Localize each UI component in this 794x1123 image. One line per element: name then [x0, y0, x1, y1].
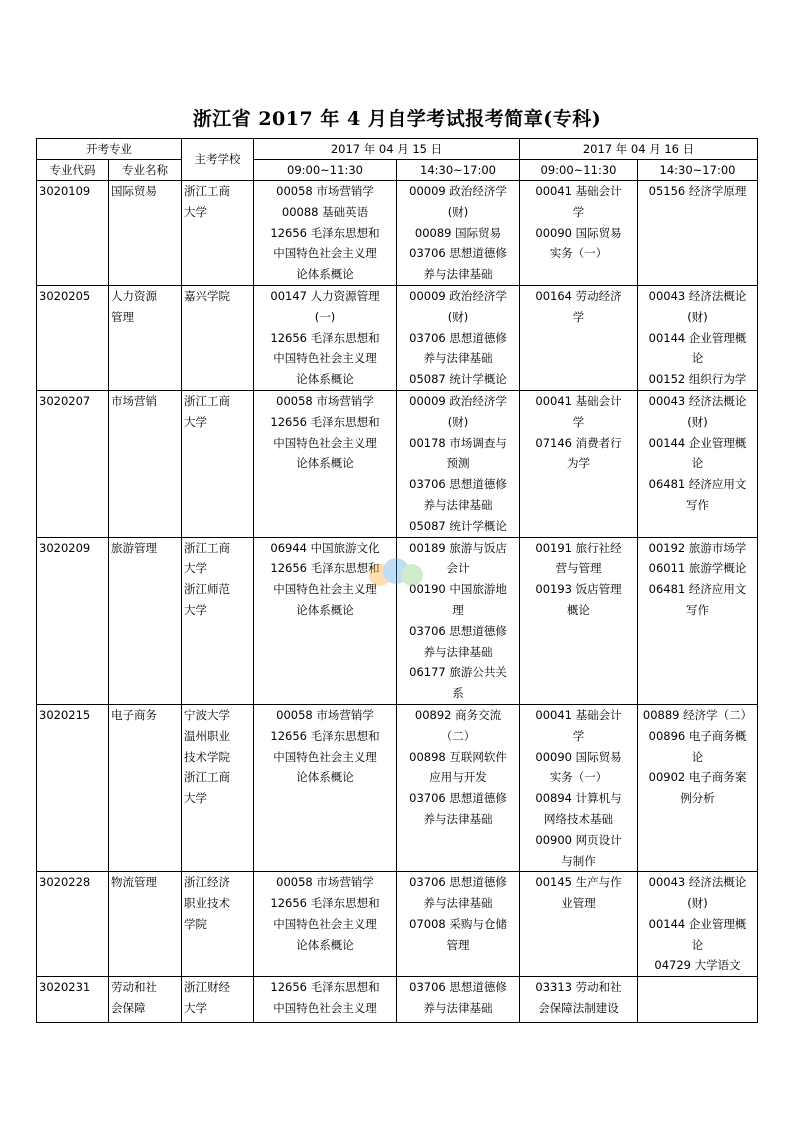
- table-row: [37, 390, 758, 537]
- cell-line: 嘉兴学院: [184, 288, 230, 303]
- cell-line: 中国特色社会主义理: [273, 1001, 377, 1016]
- cell-line: 论体系概论: [296, 267, 354, 282]
- header-row-2: [37, 160, 758, 181]
- cell-line: 为学: [567, 456, 590, 471]
- cell-line: 养与法律基础: [423, 896, 493, 911]
- cell-line: 会保障法制建设: [538, 1001, 619, 1016]
- cell-line: 03706 思想道德修: [409, 330, 507, 345]
- cell-line: 理: [452, 602, 464, 617]
- cell-line: 预测: [446, 456, 470, 471]
- cell-line: 00152 组织行为学: [648, 372, 747, 387]
- cell-line: 06481 经济应用文: [648, 477, 747, 492]
- header-date-2: 2017 年 04 月 16 日: [520, 139, 758, 160]
- cell-line: 写作: [686, 497, 709, 512]
- cell-line: 论: [691, 456, 704, 471]
- cell-line: 大学: [184, 204, 207, 219]
- cell-school: [182, 181, 254, 286]
- cell-date1-pm: [397, 390, 520, 537]
- cell-line: 00147 人力资源管理: [270, 288, 380, 303]
- cell-line: 00898 互联网软件: [409, 749, 507, 764]
- cell-line: 大学: [184, 602, 207, 617]
- cell-line: 管理: [446, 937, 470, 952]
- cell-line: 养与法律基础: [423, 497, 493, 512]
- cell-date1-pm: [397, 704, 520, 871]
- cell-line: 00041 基础会计: [535, 184, 622, 198]
- cell-school: [182, 390, 254, 537]
- cell-major-name: [109, 977, 182, 1023]
- cell-line: 旅游管理: [111, 540, 157, 555]
- cell-line: 写作: [686, 602, 709, 617]
- cell-line: 系: [452, 686, 464, 701]
- cell-school: [182, 285, 254, 390]
- cell-line: 国际贸易: [111, 184, 157, 198]
- cell-line: 00088 基础英语: [281, 204, 369, 219]
- cell-line: 06944 中国旅游文化: [270, 540, 380, 555]
- cell-date1-am: [254, 181, 397, 286]
- cell-date2-am: [520, 181, 638, 286]
- cell-major-code: 3020231: [37, 977, 109, 1023]
- cell-line: 00193 饭店管理: [535, 582, 622, 597]
- header-code: 专业代码: [37, 160, 109, 181]
- cell-date2-am: [520, 285, 638, 390]
- cell-date1-am: [254, 704, 397, 871]
- cell-date2-pm: [638, 285, 758, 390]
- cell-line: 浙江工商: [184, 184, 230, 198]
- cell-date2-am: [520, 872, 638, 977]
- cell-major-name: [109, 872, 182, 977]
- cell-line: 大学: [184, 561, 207, 576]
- cell-line: 大学: [184, 414, 207, 429]
- cell-line: 中国特色社会主义理: [273, 351, 377, 366]
- table-row: [37, 977, 758, 1023]
- cell-date2-am: [520, 977, 638, 1023]
- header-name: 专业名称: [109, 160, 182, 181]
- cell-major-name: [109, 537, 182, 704]
- cell-line: 03706 思想道德修: [409, 477, 507, 492]
- cell-line: 07008 采购与仓储: [409, 916, 507, 931]
- cell-line: (财): [687, 896, 708, 911]
- exam-schedule-table: [36, 138, 758, 1023]
- cell-line: 论体系概论: [296, 937, 354, 952]
- cell-line: 浙江经济: [184, 875, 230, 890]
- cell-line: 论: [691, 749, 704, 764]
- cell-line: 浙江工商: [184, 540, 230, 555]
- page-title: 浙江省 2017 年 4 月自学考试报考简章(专科): [192, 108, 602, 130]
- cell-line: 12656 毛泽东思想和: [270, 330, 380, 345]
- cell-line: 学: [572, 728, 585, 743]
- cell-line: 会保障: [111, 1001, 146, 1016]
- cell-line: 03706 思想道德修: [409, 980, 507, 995]
- cell-major-name: [109, 390, 182, 537]
- cell-line: 03706 思想道德修: [409, 791, 507, 806]
- cell-line: 大学: [184, 791, 207, 806]
- cell-line: 论体系概论: [296, 770, 354, 785]
- cell-date2-pm: [638, 390, 758, 537]
- cell-line: 电子商务: [111, 707, 157, 722]
- cell-date2-am: [520, 537, 638, 704]
- cell-date1-pm: [397, 537, 520, 704]
- cell-date1-am: [254, 977, 397, 1023]
- cell-major-name: [109, 181, 182, 286]
- cell-line: 06011 旅游学概论: [648, 561, 747, 576]
- cell-line: 12656 毛泽东思想和: [270, 225, 380, 240]
- cell-line: 00144 企业管理概: [648, 330, 747, 345]
- cell-line: 养与法律基础: [423, 1001, 493, 1016]
- cell-date1-pm: [397, 872, 520, 977]
- header-date1-pm: 14:30~17:00: [397, 160, 520, 181]
- cell-line: 网络技术基础: [544, 811, 613, 826]
- table-row: [37, 537, 758, 704]
- cell-line: 06177 旅游公共关: [409, 665, 507, 680]
- cell-line: （二）: [440, 728, 476, 743]
- cell-line: 12656 毛泽东思想和: [270, 896, 380, 911]
- cell-line: 00043 经济法概论: [648, 393, 747, 408]
- cell-date1-pm: [397, 181, 520, 286]
- cell-line: 00189 旅游与饭店: [409, 540, 507, 555]
- header-row-1: [37, 139, 758, 160]
- cell-line: 中国特色社会主义理: [273, 582, 377, 597]
- cell-school: [182, 977, 254, 1023]
- cell-line: 00090 国际贸易: [535, 225, 622, 240]
- cell-line: 00009 政治经济学: [409, 393, 507, 408]
- cell-line: 学: [572, 309, 585, 324]
- cell-date1-pm: [397, 977, 520, 1023]
- cell-line: (财): [447, 309, 469, 324]
- cell-major-code: 3020109: [37, 181, 109, 286]
- cell-line: 00144 企业管理概: [648, 435, 747, 450]
- cell-line: (一): [314, 309, 336, 324]
- cell-line: 05156 经济学原理: [648, 184, 747, 198]
- cell-major-code: 3020209: [37, 537, 109, 704]
- cell-line: 中国特色社会主义理: [273, 749, 377, 764]
- header-date2-pm: 14:30~17:00: [638, 160, 758, 181]
- cell-line: 养与法律基础: [423, 267, 493, 282]
- cell-line: 00164 劳动经济: [535, 288, 622, 303]
- cell-line: 00190 中国旅游地: [409, 582, 507, 597]
- cell-line: 管理: [111, 309, 134, 324]
- cell-line: 00041 基础会计: [535, 707, 622, 722]
- cell-line: 业管理: [561, 896, 596, 911]
- cell-date2-am: [520, 390, 638, 537]
- cell-line: 12656 毛泽东思想和: [270, 561, 380, 576]
- header-major-group: 开考专业: [37, 139, 182, 160]
- cell-line: 概论: [567, 602, 590, 617]
- cell-line: 劳动和社: [111, 980, 157, 995]
- table-body: [37, 181, 758, 1023]
- cell-date1-am: [254, 390, 397, 537]
- cell-line: 00145 生产与作: [535, 875, 622, 890]
- cell-line: (财): [447, 204, 469, 219]
- cell-line: 00892 商务交流: [414, 707, 502, 722]
- cell-line: 00894 计算机与: [535, 791, 622, 806]
- cell-line: 00058 市场营销学: [276, 707, 374, 722]
- cell-line: 00058 市场营销学: [276, 393, 374, 408]
- cell-line: 00144 企业管理概: [648, 916, 747, 931]
- cell-line: 00178 市场调查与: [409, 435, 507, 450]
- cell-date2-pm: [638, 537, 758, 704]
- cell-line: 技术学院: [184, 749, 230, 764]
- cell-line: 00041 基础会计: [535, 393, 622, 408]
- cell-line: 03706 思想道德修: [409, 246, 507, 261]
- cell-major-name: [109, 285, 182, 390]
- header-date-1: 2017 年 04 月 15 日: [254, 139, 520, 160]
- table-row: [37, 872, 758, 977]
- table-row: [37, 285, 758, 390]
- cell-line: 市场营销: [111, 393, 157, 408]
- cell-line: 00192 旅游市场学: [648, 540, 747, 555]
- cell-date1-am: [254, 285, 397, 390]
- cell-line: 00058 市场营销学: [276, 184, 374, 198]
- header-date2-am: 09:00~11:30: [520, 160, 638, 181]
- cell-line: 06481 经济应用文: [648, 582, 747, 597]
- cell-line: 00191 旅行社经: [535, 540, 622, 555]
- cell-line: 养与法律基础: [423, 351, 493, 366]
- cell-line: 中国特色社会主义理: [273, 246, 377, 261]
- cell-date1-am: [254, 872, 397, 977]
- cell-line: 论: [691, 351, 704, 366]
- header-date1-am: 09:00~11:30: [254, 160, 397, 181]
- cell-line: 营与管理: [555, 561, 602, 576]
- cell-line: 浙江师范: [184, 582, 230, 597]
- cell-line: 中国特色社会主义理: [273, 435, 377, 450]
- cell-line: 04729 大学语文: [654, 958, 741, 973]
- cell-line: 12656 毛泽东思想和: [270, 980, 380, 995]
- cell-line: 大学: [184, 1001, 207, 1016]
- cell-line: 05087 统计学概论: [409, 372, 507, 387]
- cell-line: 03313 劳动和社: [535, 980, 622, 995]
- cell-line: 温州职业: [184, 728, 230, 743]
- cell-school: [182, 872, 254, 977]
- cell-major-code: 3020205: [37, 285, 109, 390]
- cell-line: 会计: [446, 561, 470, 576]
- cell-line: 浙江财经: [184, 980, 230, 995]
- cell-line: 00009 政治经济学: [409, 288, 507, 303]
- cell-line: 例分析: [680, 791, 715, 806]
- cell-line: (财): [687, 414, 708, 429]
- cell-line: 00043 经济法概论: [648, 875, 747, 890]
- cell-major-code: 3020215: [37, 704, 109, 871]
- cell-date2-pm: [638, 704, 758, 871]
- cell-major-code: 3020207: [37, 390, 109, 537]
- cell-line: 论体系概论: [296, 602, 354, 617]
- cell-line: 00089 国际贸易: [414, 225, 502, 240]
- cell-line: 07146 消费者行: [535, 435, 622, 450]
- cell-date1-pm: [397, 285, 520, 390]
- cell-line: 论: [691, 937, 704, 952]
- cell-line: 学: [572, 204, 585, 219]
- cell-line: 人力资源: [111, 288, 157, 303]
- cell-line: 物流管理: [111, 875, 157, 890]
- cell-line: 浙江工商: [184, 770, 230, 785]
- cell-date2-pm: [638, 181, 758, 286]
- cell-line: 00900 网页设计: [535, 832, 622, 847]
- cell-line: 00058 市场营销学: [276, 875, 374, 890]
- cell-date2-am: [520, 704, 638, 871]
- cell-date2-pm: [638, 977, 758, 1023]
- cell-line: 应用与开发: [429, 770, 487, 785]
- cell-line: 实务（一）: [549, 770, 608, 785]
- cell-line: 00043 经济法概论: [648, 288, 747, 303]
- cell-school: [182, 537, 254, 704]
- cell-line: 05087 统计学概论: [409, 518, 507, 533]
- header-school: 主考学校: [182, 139, 254, 181]
- cell-line: 养与法律基础: [423, 644, 493, 659]
- cell-line: 学院: [184, 916, 207, 931]
- cell-line: 00009 政治经济学: [409, 184, 507, 198]
- cell-line: 03706 思想道德修: [409, 623, 507, 638]
- cell-line: 00902 电子商务案: [648, 770, 747, 785]
- cell-date2-pm: [638, 872, 758, 977]
- cell-line: 12656 毛泽东思想和: [270, 414, 380, 429]
- cell-line: 学: [572, 414, 585, 429]
- cell-line: 职业技术: [184, 896, 230, 911]
- cell-line: 论体系概论: [296, 456, 354, 471]
- table-row: [37, 704, 758, 871]
- cell-line: 浙江工商: [184, 393, 230, 408]
- cell-date1-am: [254, 537, 397, 704]
- cell-line: 实务（一）: [549, 246, 608, 261]
- cell-major-name: [109, 704, 182, 871]
- cell-major-code: 3020228: [37, 872, 109, 977]
- cell-line: (财): [687, 309, 708, 324]
- cell-line: 03706 思想道德修: [409, 875, 507, 890]
- cell-line: 中国特色社会主义理: [273, 916, 377, 931]
- cell-line: 00889 经济学（二）: [642, 707, 753, 722]
- cell-line: 12656 毛泽东思想和: [270, 728, 380, 743]
- cell-line: 养与法律基础: [423, 811, 493, 826]
- cell-line: (财): [447, 414, 469, 429]
- cell-line: 宁波大学: [184, 707, 230, 722]
- cell-line: 00896 电子商务概: [648, 728, 747, 743]
- table-row: [37, 181, 758, 286]
- cell-line: 论体系概论: [296, 372, 354, 387]
- cell-line: 00090 国际贸易: [535, 749, 622, 764]
- cell-school: [182, 704, 254, 871]
- cell-line: 与制作: [561, 853, 596, 868]
